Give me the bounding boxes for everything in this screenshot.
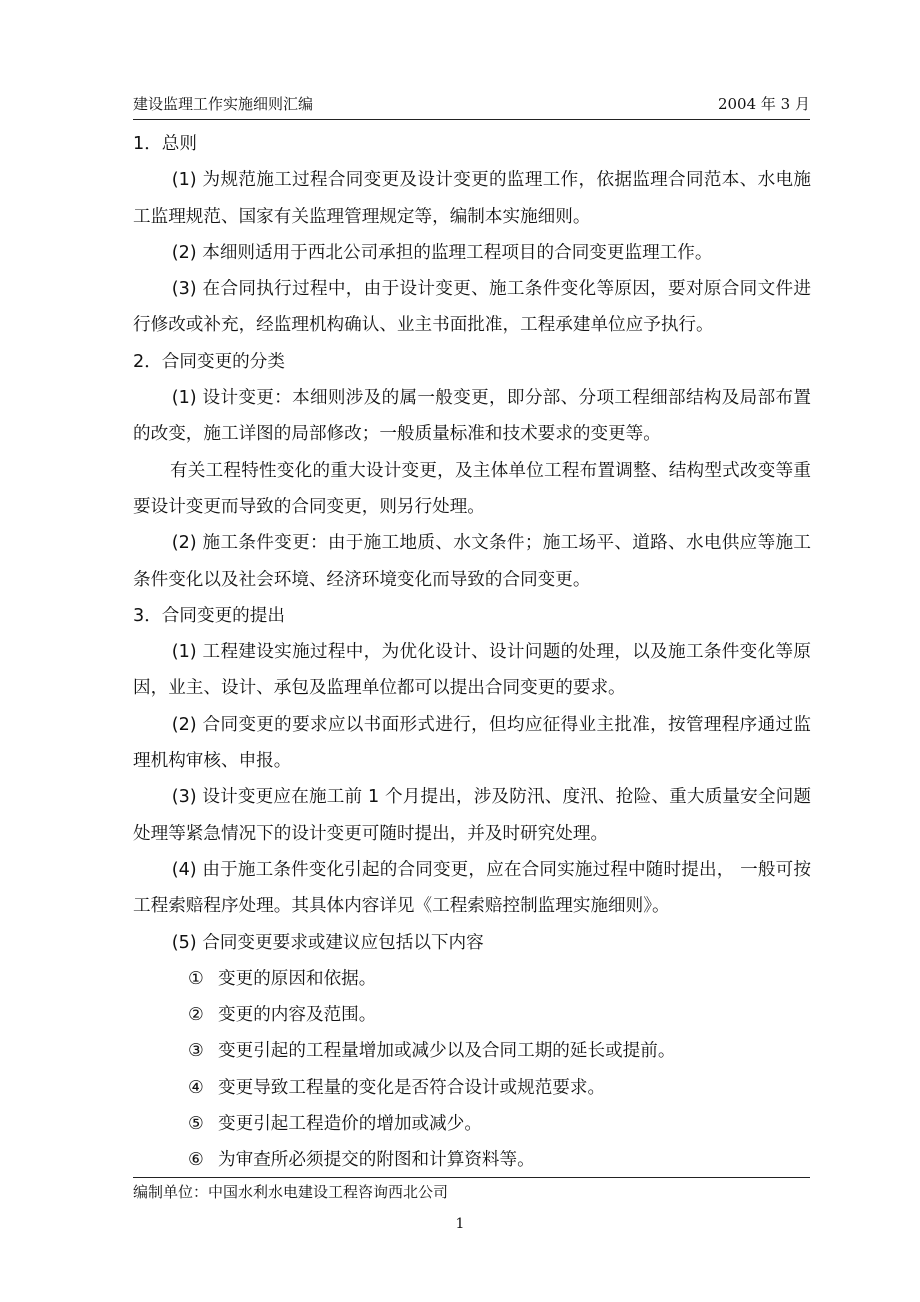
list-marker: ③	[188, 1041, 204, 1062]
list-item	[133, 1070, 811, 1106]
paragraph: (5) 合同变更要求或建议应包括以下内容	[171, 932, 484, 953]
page-number: 1	[455, 1216, 465, 1232]
list-item	[133, 997, 811, 1033]
paragraph: (1) 为规范施工过程合同变更及设计变更的监理工作，依据监理合同范本、水电施工监理规范、国家有关监理管理规定等，编制本实施细则。	[133, 170, 811, 227]
list-item	[133, 961, 811, 997]
section-heading: 3．合同变更的提出	[133, 605, 285, 626]
document-body	[133, 126, 811, 1179]
list-item	[133, 1106, 811, 1142]
page-header	[133, 92, 810, 116]
footer-unit: 编制单位：中国水利水电建设工程咨询西北公司	[133, 1183, 449, 1201]
paragraph: (4) 由于施工条件变化引起的合同变更，应在合同实施过程中随时提出， 一般可按工程索赔程序处理。其具体内容详见《工程索赔控制监理实施细则》。	[133, 859, 811, 917]
paragraph: (2) 合同变更的要求应以书面形式进行，但均应征得业主批准，按管理程序通过监理机构审核、申报。	[133, 714, 811, 772]
section-heading: 2．合同变更的分类	[133, 351, 285, 372]
header-title: 建设监理工作实施细则汇编	[133, 95, 314, 113]
paragraph: (1) 设计变更：本细则涉及的属一般变更，即分部、分项工程细部结构及局部布置的改变，施工详图的局部修改；一般质量标准和技术要求的变更等。	[133, 388, 811, 445]
header-date: 2004 年 3 月	[717, 95, 810, 113]
section-heading: 1．总则	[133, 134, 197, 154]
list-item	[133, 1142, 811, 1178]
list-marker: ④	[188, 1077, 204, 1098]
list-item-text: 变更的原因和依据。	[218, 968, 377, 989]
list-item-text: 变更导致工程量的变化是否符合设计或规范要求。	[218, 1077, 606, 1098]
paragraph: (2) 施工条件变更：由于施工地质、水文条件；施工场平、道路、水电供应等施工条件变化以及社会环境、经济环境变化而导致的合同变更。	[133, 533, 811, 590]
list-marker: ①	[188, 968, 204, 989]
list-item-text: 变更引起的工程量增加或减少以及合同工期的延长或提前。	[218, 1041, 676, 1062]
list-item-text: 为审查所必须提交的附图和计算资料等。	[218, 1150, 535, 1171]
list-item-text: 变更引起工程造价的增加或减少。	[218, 1114, 482, 1135]
list-marker: ②	[188, 1005, 204, 1026]
paragraph: (3) 设计变更应在施工前 1 个月提出，涉及防汛、度汛、抢险、重大质量安全问题处理等紧急情况下的设计变更可随时提出，并及时研究处理。	[133, 787, 811, 844]
paragraph: (1) 工程建设实施过程中，为优化设计、设计问题的处理，以及施工条件变化等原因，业主、设计、承包及监理单位都可以提出合同变更的要求。	[133, 642, 811, 699]
list-marker: ⑥	[188, 1150, 204, 1171]
paragraph: (2) 本细则适用于西北公司承担的监理工程项目的合同变更监理工作。	[171, 242, 713, 263]
footer-divider	[133, 1177, 810, 1178]
header-divider	[133, 119, 810, 120]
paragraph: (3) 在合同执行过程中，由于设计变更、施工条件变化等原因，要对原合同文件进行修改或补充，经监理机构确认、业主书面批准，工程承建单位应予执行。	[133, 279, 811, 336]
paragraph: 有关工程特性变化的重大设计变更，及主体单位工程布置调整、结构型式改变等重要设计变更而导致的合同变更，则另行处理。	[133, 460, 811, 517]
list-item	[133, 1033, 811, 1069]
list-item-text: 变更的内容及范围。	[218, 1005, 377, 1026]
list-marker: ⑤	[188, 1114, 204, 1135]
